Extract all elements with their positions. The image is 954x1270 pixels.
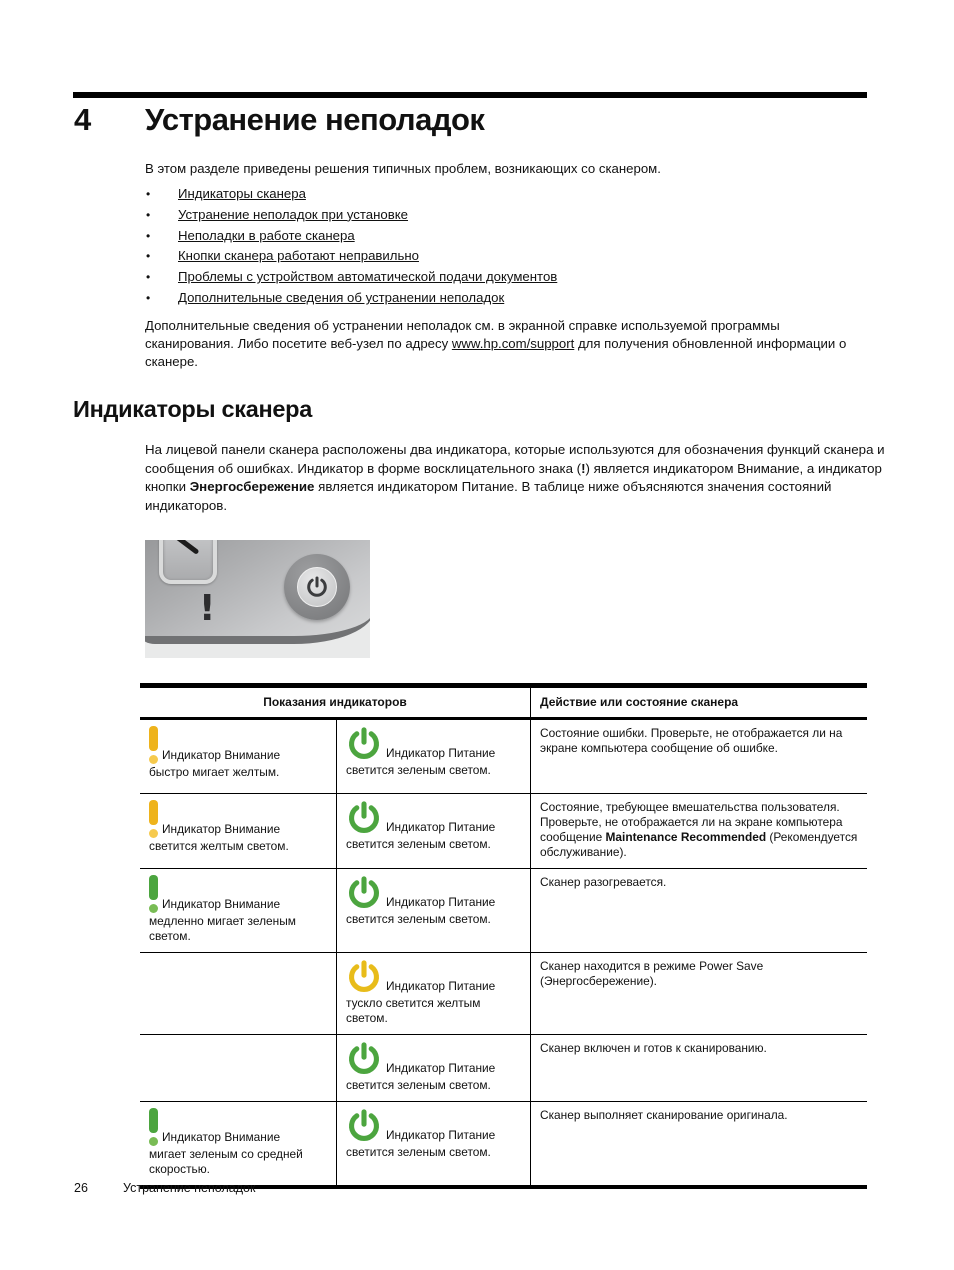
toc-item bbox=[146, 248, 557, 269]
action-cell: Сканер выполняет сканирование оригинала. bbox=[540, 1108, 788, 1122]
indicator-state-text: быстро мигает желтым. bbox=[149, 765, 280, 779]
footer-chapter-label: Устранение неполадок bbox=[123, 1181, 256, 1195]
indicator-state-text: светится зеленым светом. bbox=[346, 763, 491, 777]
indicator-state-text: тускло светится желтым светом. bbox=[346, 996, 481, 1025]
toc-link-buttons-misbehave[interactable]: Кнопки сканера работают неправильно bbox=[178, 248, 419, 264]
indicator-states-table bbox=[140, 683, 867, 1189]
indicator-state-text: светится зеленым светом. bbox=[346, 837, 491, 851]
indicator-label: Индикатор Внимание bbox=[162, 897, 281, 911]
action-cell: Состояние, требующее вмешательства пользователя. Проверьте, не отображается ли на экране компьютера сообщение Maintenance Recommended (Рекомендуется обслуживание). bbox=[540, 800, 858, 859]
bullet-icon: • bbox=[146, 290, 151, 305]
indicator-label: Индикатор Питание bbox=[386, 820, 496, 834]
toc-item bbox=[146, 207, 557, 228]
attention-exclamation-green-icon bbox=[149, 875, 158, 913]
toc-link-scanner-operation[interactable]: Неполадки в работе сканера bbox=[178, 227, 355, 243]
chapter-intro: В этом разделе приведены решения типичных проблем, возникающих со сканером. bbox=[145, 161, 661, 176]
action-cell: Сканер находится в режиме Power Save (Энергосбережение). bbox=[540, 959, 764, 988]
attention-indicator-mark: ! bbox=[199, 588, 216, 629]
power-button bbox=[284, 554, 350, 620]
bullet-icon: • bbox=[146, 228, 151, 243]
table-row bbox=[140, 720, 867, 794]
power-green-icon bbox=[346, 875, 382, 911]
indicator-label: Индикатор Внимание bbox=[162, 1130, 281, 1144]
attention-exclamation-green-icon bbox=[149, 1108, 158, 1146]
table-row bbox=[140, 1035, 867, 1102]
header-indications: Показания индикаторов bbox=[140, 688, 531, 717]
bullet-icon: • bbox=[146, 207, 151, 222]
footer-page-number: 26 bbox=[74, 1181, 88, 1195]
toc-link-adf-problems[interactable]: Проблемы с устройством автоматической подачи документов bbox=[178, 269, 558, 285]
bullet-icon: • bbox=[146, 187, 151, 201]
indicator-label: Индикатор Внимание bbox=[162, 822, 281, 836]
power-indicator-cell bbox=[337, 1035, 531, 1101]
bullet-icon: • bbox=[146, 270, 151, 285]
power-green-icon bbox=[346, 800, 382, 836]
power-icon bbox=[297, 567, 337, 607]
scanner-panel-illustration bbox=[145, 540, 370, 658]
attention-indicator-cell-empty bbox=[140, 1035, 337, 1101]
attention-indicator-cell-empty bbox=[140, 953, 337, 1034]
indicator-label: Индикатор Питание bbox=[386, 1128, 496, 1142]
table-row bbox=[140, 1102, 867, 1185]
power-green-icon bbox=[346, 1041, 382, 1077]
action-cell: Сканер включен и готов к сканированию. bbox=[540, 1041, 767, 1055]
indicator-state-text: светится зеленым светом. bbox=[346, 912, 491, 926]
attention-indicator-cell bbox=[140, 720, 337, 793]
toc-item bbox=[146, 228, 557, 249]
toc-item bbox=[146, 290, 557, 311]
indicator-state-text: мигает зеленым со средней скоростью. bbox=[149, 1147, 303, 1176]
chapter-number: 4 bbox=[74, 102, 92, 137]
indicator-state-text: медленно мигает зеленым светом. bbox=[149, 914, 296, 943]
attention-indicator-cell bbox=[140, 869, 337, 952]
section-intro: На лицевой панели сканера расположены два индикатора, которые используются для обозначения функций сканера и сообщения об ошибках. Индикатор в форме восклицательного знака (!) является индикатором Внимание, а индикатор кнопки Энергосбережение является индикатором Питание. В таблице ниже объясняются значения состояний индикаторов. bbox=[145, 442, 885, 513]
indicator-label: Индикатор Питание bbox=[386, 1061, 496, 1075]
power-indicator-cell bbox=[337, 1102, 531, 1185]
attention-exclamation-yellow-icon bbox=[149, 726, 158, 764]
section-title: Индикаторы сканера bbox=[73, 396, 312, 422]
power-indicator-cell bbox=[337, 720, 531, 793]
attention-indicator-cell bbox=[140, 1102, 337, 1185]
power-indicator-cell bbox=[337, 953, 531, 1034]
power-indicator-cell bbox=[337, 794, 531, 868]
action-cell: Состояние ошибки. Проверьте, не отображается ли на экране компьютера сообщение об ошибке. bbox=[540, 726, 843, 755]
indicator-state-text: светится зеленым светом. bbox=[346, 1145, 491, 1159]
power-green-icon bbox=[346, 726, 382, 762]
toc-link-install-troubleshooting[interactable]: Устранение неполадок при установке bbox=[178, 206, 409, 222]
power-yellow-icon bbox=[346, 959, 382, 995]
more-info-text-after: для получения обновленной информации о сканере. bbox=[145, 336, 847, 369]
power-green-icon bbox=[346, 1108, 382, 1144]
table-row bbox=[140, 953, 867, 1035]
table-row bbox=[140, 869, 867, 953]
indicator-state-text: светится желтым светом. bbox=[149, 839, 289, 853]
chapter-rule bbox=[73, 92, 867, 98]
indicator-label: Индикатор Питание bbox=[386, 895, 496, 909]
toc-link-scanner-indicators[interactable]: Индикаторы сканера bbox=[178, 186, 306, 201]
toc-list bbox=[146, 186, 557, 311]
table-row bbox=[140, 794, 867, 869]
indicator-label: Индикатор Внимание bbox=[162, 748, 281, 762]
attention-exclamation-yellow-icon bbox=[149, 800, 158, 838]
more-info-paragraph bbox=[145, 317, 847, 371]
bullet-icon: • bbox=[146, 249, 151, 264]
header-action: Действие или состояние сканера bbox=[540, 695, 739, 709]
support-url-link[interactable]: www.hp.com/support bbox=[451, 336, 575, 351]
indicator-label: Индикатор Питание bbox=[386, 746, 496, 760]
power-indicator-cell bbox=[337, 869, 531, 952]
page-title: Устранение неполадок bbox=[145, 102, 485, 137]
toc-item bbox=[146, 186, 557, 207]
more-info-text-before: Дополнительные сведения об устранении неполадок см. в экранной справке используемой программы сканирования. Либо посетите веб-узел по адресу bbox=[145, 318, 780, 351]
attention-indicator-cell bbox=[140, 794, 337, 868]
action-cell: Сканер разогревается. bbox=[540, 875, 667, 889]
scanner-panel-surface bbox=[145, 540, 370, 644]
scan-button-icon bbox=[159, 540, 217, 584]
table-header-row bbox=[140, 688, 867, 720]
indicator-label: Индикатор Питание bbox=[386, 979, 496, 993]
toc-item bbox=[146, 269, 557, 290]
toc-link-additional-info[interactable]: Дополнительные сведения об устранении неполадок bbox=[178, 289, 505, 305]
indicator-state-text: светится зеленым светом. bbox=[346, 1078, 491, 1092]
